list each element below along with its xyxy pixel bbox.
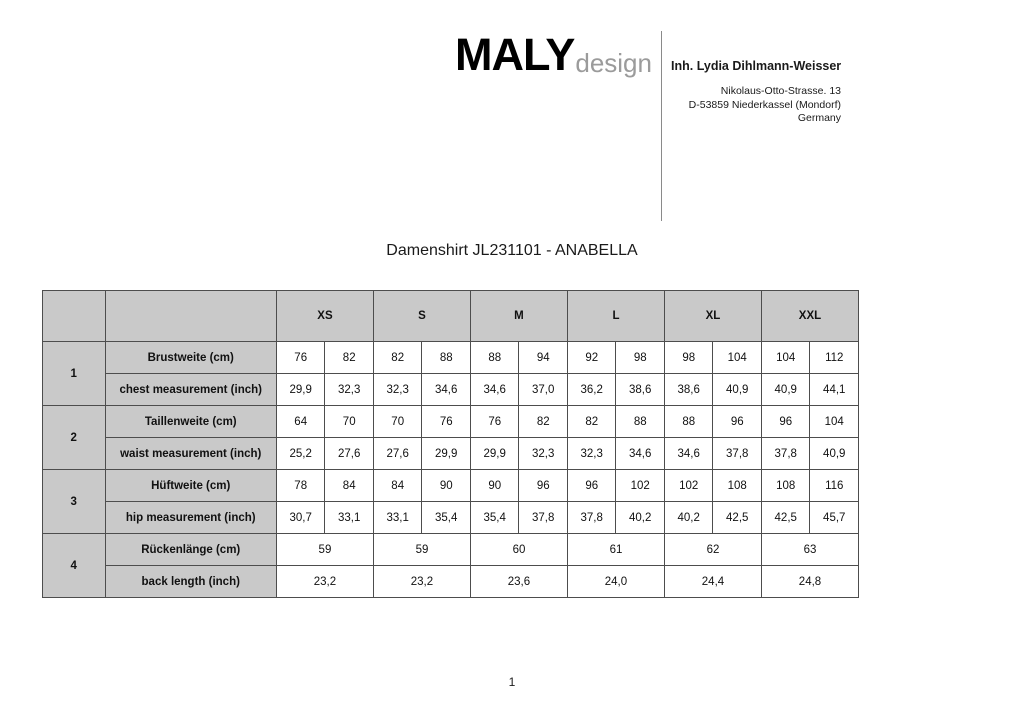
cell-3-i-11: 45,7 bbox=[810, 502, 859, 534]
cell-1-m-2: 82 bbox=[373, 342, 422, 374]
cell-3-m-8: 102 bbox=[664, 470, 713, 502]
cell-4-i-3: 24,0 bbox=[567, 566, 664, 598]
cell-4-m-5: 63 bbox=[761, 534, 858, 566]
cell-1-m-5: 94 bbox=[519, 342, 568, 374]
table-row bbox=[43, 438, 859, 470]
contact-country: Germany bbox=[797, 112, 841, 124]
row-index-2: 2 bbox=[43, 406, 106, 470]
cell-2-m-5: 82 bbox=[519, 406, 568, 438]
header-size-l: L bbox=[567, 291, 664, 342]
cell-3-m-3: 90 bbox=[422, 470, 471, 502]
cell-2-m-9: 96 bbox=[713, 406, 762, 438]
cell-3-m-11: 116 bbox=[810, 470, 859, 502]
cell-3-m-1: 84 bbox=[325, 470, 374, 502]
cell-2-i-1: 27,6 bbox=[325, 438, 374, 470]
header-size-s: S bbox=[373, 291, 470, 342]
cell-4-i-2: 23,6 bbox=[470, 566, 567, 598]
header-size-m: M bbox=[470, 291, 567, 342]
header-corner-index bbox=[43, 291, 106, 342]
cell-3-m-7: 102 bbox=[616, 470, 665, 502]
cell-1-i-9: 40,9 bbox=[713, 374, 762, 406]
page-header bbox=[0, 0, 1024, 230]
cell-1-m-7: 98 bbox=[616, 342, 665, 374]
row-label-metric-3: Hüftweite (cm) bbox=[105, 470, 276, 502]
cell-2-m-11: 104 bbox=[810, 406, 859, 438]
cell-2-m-0: 64 bbox=[276, 406, 325, 438]
cell-4-i-0: 23,2 bbox=[276, 566, 373, 598]
cell-3-i-3: 35,4 bbox=[422, 502, 471, 534]
header-size-xxl: XXL bbox=[761, 291, 858, 342]
cell-3-i-6: 37,8 bbox=[567, 502, 616, 534]
size-chart bbox=[42, 290, 859, 598]
table-row bbox=[43, 566, 859, 598]
cell-4-m-2: 60 bbox=[470, 534, 567, 566]
page-number: 1 bbox=[508, 675, 516, 689]
contact-block bbox=[671, 58, 841, 126]
cell-3-i-9: 42,5 bbox=[713, 502, 762, 534]
cell-1-m-1: 82 bbox=[325, 342, 374, 374]
cell-4-i-5: 24,8 bbox=[761, 566, 858, 598]
cell-3-i-7: 40,2 bbox=[616, 502, 665, 534]
cell-2-m-8: 88 bbox=[664, 406, 713, 438]
row-label-imperial-1: chest measurement (inch) bbox=[105, 374, 276, 406]
row-label-metric-4: Rückenlänge (cm) bbox=[105, 534, 276, 566]
cell-2-i-5: 32,3 bbox=[519, 438, 568, 470]
cell-1-m-3: 88 bbox=[422, 342, 471, 374]
table-row bbox=[43, 374, 859, 406]
contact-name: Inh. Lydia Dihlmann-Weisser bbox=[671, 59, 842, 73]
cell-1-m-11: 112 bbox=[810, 342, 859, 374]
cell-4-m-1: 59 bbox=[373, 534, 470, 566]
table-row bbox=[43, 470, 859, 502]
table-row bbox=[43, 534, 859, 566]
row-index-3: 3 bbox=[43, 470, 106, 534]
cell-3-m-2: 84 bbox=[373, 470, 422, 502]
cell-2-m-7: 88 bbox=[616, 406, 665, 438]
cell-2-i-11: 40,9 bbox=[810, 438, 859, 470]
cell-2-m-4: 76 bbox=[470, 406, 519, 438]
cell-1-i-2: 32,3 bbox=[373, 374, 422, 406]
size-table bbox=[42, 290, 859, 598]
contact-street: Nikolaus-Otto-Strasse. 13 bbox=[720, 85, 841, 97]
cell-3-i-4: 35,4 bbox=[470, 502, 519, 534]
table-row bbox=[43, 502, 859, 534]
row-index-4: 4 bbox=[43, 534, 106, 598]
cell-4-m-0: 59 bbox=[276, 534, 373, 566]
cell-1-i-10: 40,9 bbox=[761, 374, 810, 406]
cell-2-i-6: 32,3 bbox=[567, 438, 616, 470]
brand-logo bbox=[455, 29, 652, 80]
header-size-xl: XL bbox=[664, 291, 761, 342]
row-label-imperial-2: waist measurement (inch) bbox=[105, 438, 276, 470]
cell-2-i-0: 25,2 bbox=[276, 438, 325, 470]
cell-2-i-4: 29,9 bbox=[470, 438, 519, 470]
cell-2-i-3: 29,9 bbox=[422, 438, 471, 470]
cell-1-i-1: 32,3 bbox=[325, 374, 374, 406]
cell-3-m-10: 108 bbox=[761, 470, 810, 502]
row-label-metric-1: Brustweite (cm) bbox=[105, 342, 276, 374]
cell-2-m-2: 70 bbox=[373, 406, 422, 438]
cell-1-m-9: 104 bbox=[713, 342, 762, 374]
cell-1-m-0: 76 bbox=[276, 342, 325, 374]
cell-1-i-5: 37,0 bbox=[519, 374, 568, 406]
header-size-xs: XS bbox=[276, 291, 373, 342]
contact-city: D-53859 Niederkassel (Mondorf) bbox=[688, 98, 841, 111]
cell-3-m-6: 96 bbox=[567, 470, 616, 502]
logo-main-text: MALY bbox=[455, 29, 575, 80]
cell-1-m-8: 98 bbox=[664, 342, 713, 374]
cell-3-m-9: 108 bbox=[713, 470, 762, 502]
cell-3-i-1: 33,1 bbox=[325, 502, 374, 534]
cell-2-i-7: 34,6 bbox=[616, 438, 665, 470]
cell-2-i-8: 34,6 bbox=[664, 438, 713, 470]
cell-3-i-10: 42,5 bbox=[761, 502, 810, 534]
cell-3-i-5: 37,8 bbox=[519, 502, 568, 534]
table-header-row bbox=[43, 291, 859, 342]
cell-3-m-5: 96 bbox=[519, 470, 568, 502]
cell-1-i-8: 38,6 bbox=[664, 374, 713, 406]
cell-4-i-1: 23,2 bbox=[373, 566, 470, 598]
cell-1-i-3: 34,6 bbox=[422, 374, 471, 406]
cell-1-i-4: 34,6 bbox=[470, 374, 519, 406]
logo-sub-text: design bbox=[575, 48, 652, 78]
cell-3-i-2: 33,1 bbox=[373, 502, 422, 534]
cell-1-m-4: 88 bbox=[470, 342, 519, 374]
cell-2-m-1: 70 bbox=[325, 406, 374, 438]
table-row bbox=[43, 406, 859, 438]
row-label-imperial-3: hip measurement (inch) bbox=[105, 502, 276, 534]
row-label-imperial-4: back length (inch) bbox=[105, 566, 276, 598]
cell-1-m-6: 92 bbox=[567, 342, 616, 374]
header-corner-label bbox=[105, 291, 276, 342]
cell-2-i-9: 37,8 bbox=[713, 438, 762, 470]
row-index-1: 1 bbox=[43, 342, 106, 406]
table-row bbox=[43, 342, 859, 374]
cell-2-m-10: 96 bbox=[761, 406, 810, 438]
cell-1-m-10: 104 bbox=[761, 342, 810, 374]
cell-3-i-0: 30,7 bbox=[276, 502, 325, 534]
cell-1-i-0: 29,9 bbox=[276, 374, 325, 406]
cell-1-i-11: 44,1 bbox=[810, 374, 859, 406]
cell-2-i-10: 37,8 bbox=[761, 438, 810, 470]
cell-3-m-4: 90 bbox=[470, 470, 519, 502]
cell-3-i-8: 40,2 bbox=[664, 502, 713, 534]
cell-4-m-4: 62 bbox=[664, 534, 761, 566]
row-label-metric-2: Taillenweite (cm) bbox=[105, 406, 276, 438]
page-title: Damenshirt JL231101 - ANABELLA bbox=[386, 242, 638, 259]
header-divider bbox=[661, 31, 662, 221]
cell-4-m-3: 61 bbox=[567, 534, 664, 566]
cell-4-i-4: 24,4 bbox=[664, 566, 761, 598]
cell-3-m-0: 78 bbox=[276, 470, 325, 502]
cell-2-i-2: 27,6 bbox=[373, 438, 422, 470]
cell-2-m-3: 76 bbox=[422, 406, 471, 438]
cell-2-m-6: 82 bbox=[567, 406, 616, 438]
cell-1-i-6: 36,2 bbox=[567, 374, 616, 406]
cell-1-i-7: 38,6 bbox=[616, 374, 665, 406]
